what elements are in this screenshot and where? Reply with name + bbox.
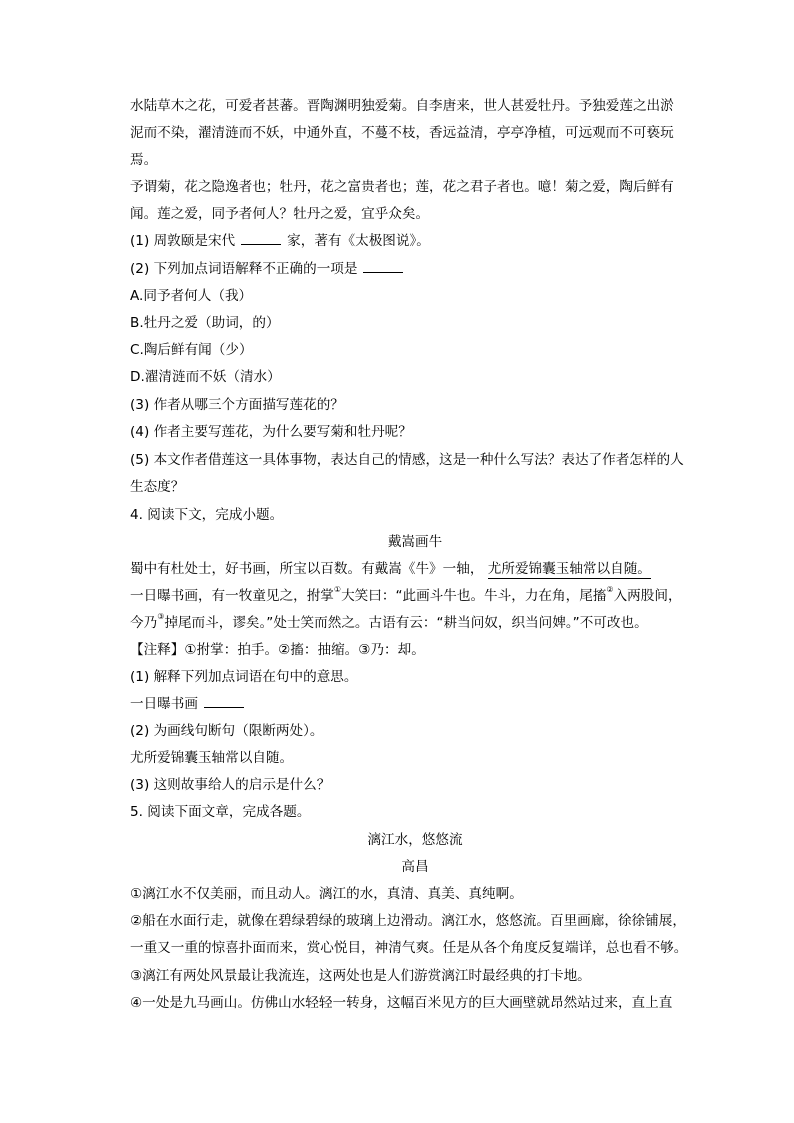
q4-para1 [130,559,700,579]
q4-para2-text: 今乃 [130,615,158,631]
q4-para1-text: 蜀中有杜处士，好书画，所宝以百数。有戴嵩《牛》一轴， [130,561,484,577]
q3-sub5-line-2: 生态度？ [130,479,185,495]
q3-option-c: C.陶后鲜有闻（少） [130,342,253,358]
q3-sub1 [130,231,700,251]
q3-sub1-prefix: (1) 周敦颐是宋代 [130,233,236,249]
q5-para2-line-2: 一重又一重的惊喜扑面而来，赏心悦目，神清气爽。任是从各个角度反复端详，总也看不够。 [130,940,688,956]
q5-heading: 5. 阅读下面文章，完成各题。 [130,804,311,820]
q3-sub5-line-1: (5) 本文作者借莲这一具体事物，表达自己的情感，这是一种什么写法？表达了作者怎样的人 [130,452,684,468]
footnote-marker-1: ① [333,585,342,595]
q4-sub1-phrase: 一日曝书画 [130,696,198,712]
q4-title: 戴嵩画牛 [387,534,443,550]
q4-para2-text: 掉尾而斗，谬矣。”处士笑而然之。古语有云：“耕当问奴，织当问婢。”不可改也。 [164,615,648,631]
q5-para3: ③漓江有两处风景最让我流连，这两处也是人们游赏漓江时最经典的打卡地。 [130,968,591,984]
q3-sub3: (3) 作者从哪三个方面描写莲花的？ [130,397,344,413]
q5-author: 高昌 [401,859,429,875]
footnote-marker-2: ② [606,585,614,595]
q5-para1: ①漓江水不仅美丽，而且动人。漓江的水，真清、真美、真纯啊。 [130,886,523,902]
q3-passage-line-4: 予谓菊，花之隐逸者也；牡丹，花之富贵者也；莲，花之君子者也。噫！菊之爱，陶后鲜有 [130,179,674,195]
q3-option-b: B.牡丹之爱（助词，的） [130,315,280,331]
q3-sub4: (4) 作者主要写莲花，为什么要写菊和牡丹呢？ [130,424,412,440]
q4-para2-line-1 [130,586,700,606]
q3-option-d: D.濯清涟而不妖（清水） [130,369,281,385]
q3-option-a: A.同予者何人（我） [130,288,253,304]
footnote-marker-3: ③ [157,612,165,622]
answer-blank[interactable] [241,231,281,245]
q4-para2-text: 入两股间， [613,588,682,604]
q5-para2-line-1: ②船在水面行走，就像在碧绿碧绿的玻璃上边滑动。漓江水，悠悠流。百里画廊，徐徐铺展， [130,913,686,929]
q3-passage-line-5: 闻。莲之爱，同予者何人？牡丹之爱，宜乎众矣。 [130,206,430,222]
q3-sub2 [130,259,700,279]
q4-para2-text: 一日曝书画，有一牧童见之，拊掌 [130,588,334,604]
q3-sub2-text: (2) 下列加点词语解释不正确的一项是 [130,261,358,277]
q4-para2-text: 大笑曰：“此画斗牛也。牛斗，力在角，尾搐 [341,588,607,604]
q4-sub2-item: 尤所爱锦囊玉轴常以自随。 [130,750,294,766]
answer-blank[interactable] [204,694,244,708]
q4-sub1: (1) 解释下列加点词语在句中的意思。 [130,669,358,685]
q3-passage-line-1: 水陆草木之花，可爱者甚蕃。晋陶渊明独爱菊。自李唐来，世人甚爱牡丹。予独爱莲之出淤 [130,98,674,114]
q4-para2-line-2 [130,613,700,633]
answer-blank[interactable] [363,259,403,273]
q4-sub1-item [130,694,700,714]
q3-passage-line-3: 焉。 [130,152,158,168]
underlined-sentence: 尤所爱锦囊玉轴常以自随。 [487,561,651,577]
q5-para4: ④一处是九马画山。仿佛山水轻轻一转身，这幅百米见方的巨大画壁就昂然站过来，直上直 [130,995,673,1011]
q4-heading: 4. 阅读下文，完成小题。 [130,507,284,523]
q4-notes: 【注释】①拊掌：拍手。②搐：抽缩。③乃：却。 [130,642,425,658]
q4-sub3: (3) 这则故事给人的启示是什么？ [130,777,331,793]
q3-passage-line-2: 泥而不染，濯清涟而不妖，中通外直，不蔓不枝，香远益清，亭亭净植，可远观而不可亵玩 [130,125,674,141]
q5-title: 漓江水，悠悠流 [367,832,463,848]
q3-sub1-suffix: 家，著有《太极图说》。 [287,233,430,249]
q4-sub2: (2) 为画线句断句（限断两处）。 [130,723,324,739]
